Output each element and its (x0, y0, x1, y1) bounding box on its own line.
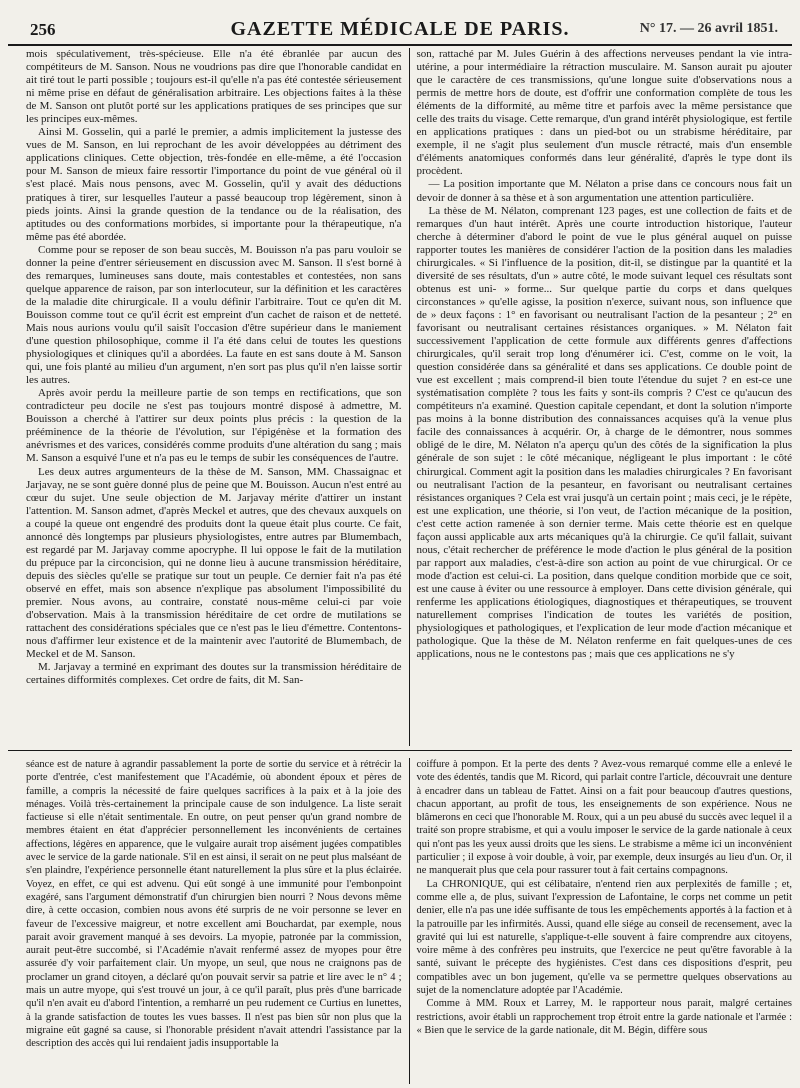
paragraph: séance est de nature à agrandir passablement la porte de sortie du service et à rétrécir la porte d'entrée, c'est manifestement que l'Académie, où abondent époux et pères de famille, a compris la nécessité de faire quelques sacrifices à la paix et à la joie des ménages. Voilà très-certainement la principale cause de son indulgence. La liste serait factieuse si elle n'était sentimentale. En outre, on peut penser qu'un grand nombre de membres étaient en état d'apprécier personnellement les inconvénients de certaines affections, légères en apparence, que le vulgaire aurait trop aisément jugées compatibles avec le service de la garde nationale. S'il en est ainsi, il serait on ne peut plus malséant de s'en plaindre, l'expérience personnelle étant naturellement la plus sûre et la plus éclairée. Voyez, en effet, ce qui est advenu. Qui eût songé à une immunité pour l'embonpoint exagéré, sans l'argument démonstratif d'un chirurgien bien nourri ? Nous devons même dire, à cette occasion, combien nous avons été surpris de ne voir personne se lever en faveur de l'excessive maigreur, et notre excellent ami Bouchardat, par exemple, nous parait avoir gravement manqué à ses devoirs. La myopie, patronée par la commission, aurait peut-être succombé, si l'Académie n'avait renfermé assez de myopes pour être assurée d'y voir parfaitement clair. Un myope, un seul, que nous ne craignons pas de proclamer un grand citoyen, a déclaré qu'on pouvait servir sa patrie et lire avec le n° 4 ; mais un autre myope, qui s'est trouvé un jour, à ce qu'il paraît, plus près d'une barricade qu'il n'en avait eu d'abord l'intention, a remharré un peu rudement ce Curtius en lunettes, à la grande satisfaction de toutes les vues basses. Il n'est pas bien sûr non plus que la migraine eût gagné sa cause, si l'honorable président n'avait attendri l'assistance par la description des accès qui lui rendaient jadis insupportable la (26, 759, 402, 1050)
feuilleton-body (26, 758, 792, 1084)
paragraph: M. Jarjavay a terminé en exprimant des doutes sur la transmission héréditaire de certaines difformités complexes. Cet ordre de faits, dit M. San- (26, 661, 402, 687)
feuilleton-left-column (26, 758, 409, 1084)
right-column (409, 48, 793, 746)
section-divider (8, 750, 792, 751)
paragraph: La CHRONIQUE, qui est célibataire, n'entend rien aux perplexités de famille ; et, comme elle a, de plus, suivant l'expression de Lafontaine, le corps net comme un petit denier, elle n'a pas une idée suffisante de tous les empêchements apportés à la faction et à la patrouille par les infirmités. Aussi, quand elle siége au conseil de recensement, avec la gravité qui lui est naturelle, s'applique-t-elle souvent à faire comprendre aux citoyens, voire même à des confrères peu instruits, que l'exercice ne peut qu'être favorable à la santé, suivant le précepte des hygiénistes. C'est dans ces dispositions d'esprit, peu compatibles avec un bon jugement, qu'elle va se permettre quelques observations au sujet de la nomenclature adoptée par l'Académie. (416, 878, 792, 997)
paragraph: Les deux autres argumenteurs de la thèse de M. Sanson, MM. Chassaignac et Jarjavay, ne se sont guère donné plus de peine que M. Bouisson. Aucun n'est entré au cœur du sujet. Une seule objection de M. Jarjavay mérite d'attirer un instant l'attention. M. Sanson admet, d'après Meckel et autres, que des chevaux auxquels on a coupé la queue ont engendré des produits dont la queue était plus courte. Ce fait, annoncé dès longtemps par plusieurs physiologistes, entre autres par Blumembach, est regardé par M. Jarjavay comme apocryphe. Il lui oppose le fait de la mutilation du prépuce par la circoncision, qui ne donne lieu à aucune transmission héréditaire, depuis des siècles qu'elle se pratique sur tout un peuple. Ce dernier fait n'a pas été observé en effet, mais son absence n'explique pas absolument l'impossibilité du premier. Nous avons, au contraire, constaté nous-même celui-ci par voie d'observation. Mais à la transmission héréditaire de cet ordre de mutilations se rattachent des considérations spéciales que ce n'est pas le lieu d'émettre. Contentons-nous d'affirmer leur existence et de la maintenir avec l'autorité de Blumembach, de Meckel et de M. Sanson. (26, 465, 402, 661)
paragraph: son, rattaché par M. Jules Guérin à des affections nerveuses pendant la vie intra-utérine, a pour intermédiaire la rétraction musculaire. M. Sanson aurait pu ajouter que le caractère de ces transmissions, qu'une longue suite d'observations nous a permis de mettre hors de doute, est d'offrir une conformation complète de tous les éléments de la difformité, au même titre et parfois avec la même persistance que celle des traits du visage. Cette remarque, d'un grand intérêt physiologique, est fertile en applications pratiques : dans un pied-bot ou un strabisme héréditaire, par exemple, il ne s'agit plus seulement d'un muscle rétracté, mais d'un ensemble d'éléments anatomiques conformés dans leur généralité, d'après le type dont ils procèdent. (416, 48, 792, 178)
left-column (26, 48, 409, 746)
page-number: 256 (30, 20, 56, 39)
feuilleton-right-column (409, 758, 793, 1084)
journal-title: GAZETTE MÉDICALE DE PARIS. (230, 18, 570, 40)
page-header (8, 8, 792, 46)
article-body-top (26, 48, 792, 746)
paragraph: Après avoir perdu la meilleure partie de son temps en rectifications, que son contradicteur peu docile ne s'est pas toujours montré disposé à admettre, M. Bouisson a cherché à l'attirer sur deux points plus précis : la question de la prééminence de la théorie de l'évolution, sur l'épigénèse et la formation des anévrismes et des varices, considérés comme produits d'une altération du sang ; mais M. Sanson a esquivé l'une et n'a pas eu le temps de subir les conséquences de l'autre. (26, 387, 402, 465)
paragraph: — La position importante que M. Nélaton a prise dans ce concours nous fait un devoir de donner à sa thèse et à son argumentation une attention particulière. (416, 178, 792, 204)
paragraph: La thèse de M. Nélaton, comprenant 123 pages, est une collection de faits et de remarques d'un haut intérêt. Après une courte introduction historique, l'auteur cherche à déterminer d'abord le point de vue le plus général auquel on puisse rapporter toutes les manières de considérer l'action de la position dans les maladies chirurgicales. « Si l'influence de la position, dit-il, se distingue par la quantité et la diversité de ses résultats, d'un » autre côté, le mode suivant lequel ces résultats sont obtenus est uni- » forme... Sur quelque partie du corps et dans quelques circonstances » qu'elle agisse, la position n'exerce, suivant nous, son influence que de » deux façons : 1° en favorisant ou neutralisant l'action de la pesanteur ; 2° en favorisant ou neutralisant certaines résistances organiques. » M. Nélaton fait successivement l'application de cette formule aux différents genres d'affections chirurgicales, qu'il serait trop long d'énumérer ici. C'est, comme on le voit, la question considérée dans sa généralité et dans ses applications. Ce double point de vue est excellent ; mais comprend-il bien toute l'étendue du sujet ? en est-ce une systématisation complète ? tous les faits y sont-ils compris ? C'est ce qu'aucun des compétiteurs n'a examiné. Question capitale cependant, et dont la solution n'importe pas moins à la bonne distribution des connaissances acquises qu'à la venue plus facile des connaissances à acquérir. Or, à charge de le démontrer, nous sommes obligé de le dire, M. Nélaton n'a aperçu qu'un des côtés de la signification la plus générale de son sujet : le côté mécanique, négligeant le plus important : le côté chirurgical. Comment agit la position dans les maladies chirurgicales ? En favorisant ou neutralisant l'action de la pesanteur, en favorisant ou neutralisant certaines résistances organiques ? Cela est vrai jusqu'à un certain point ; mais ceci, je le répète, est une explication, une théorie, si l'on veut, de l'action mécanique de la position, c'est cette action ramenée à son dernier terme. Mais cette théorie est en quelque façon aussi applicable aux arts mécaniques qu'à la chirurgie. Ce qu'il fallait, suivant nous, c'était rechercher de préférence le mode d'action le plus général de la position par rapport aux maladies, c'est-à-dire son action au point de vue chirurgical. Or ce mode d'action est celui-ci. La position, dans quelque condition morbide que ce soit, est une cause à éviter ou une ressource à employer. Dans cette division générale, qui renferme les applications étiologiques, diagnostiques et thérapeutiques, se trouvent naturellement comprises l'indication de toutes les variétés de position, physiologiques et pathologiques, et l'explication de leur mode d'action mécanique et pathologique. Que la thèse de M. Nélaton renferme en fait quelques-unes de ces applications, nous ne le contestons pas ; mais que ces applications ne s'y (416, 204, 792, 661)
paragraph: coiffure à pompon. Et la perte des dents ? Avez-vous remarqué comme elle a enlevé le vote des édentés, tandis que M. Ricord, qui parlait contre l'article, découvrait une denture à encadrer dans un tableau de Fattet. Ainsi on a fait pour beaucoup d'autres questions, chacun apportant, au profit de tous, les enseignements de son expérience. Nous ne blâmerons en ceci que l'honorable M. Roux, qui a un peu abusé du succès avec lequel il a traité son propre strabisme, et qui a voulu imposer le service de la garde nationale à ceux qui n'ont pas les yeux aussi droits que les siens. Le strabisme a même ici un inconvénient particulier ; il expose à voir double, à voir, par exemple, deux insurgés au lieu d'un. Or, il ne manquerait plus que cela pour rassurer tout à fait certains compagnons. (416, 759, 792, 877)
paragraph: Comme à MM. Roux et Larrey, M. le rapporteur nous parait, malgré certaines restrictions, avoir établi un rapprochement trop étroit entre la garde nationale et l'armée : « Bien que le service de la garde nationale, dit M. Bégin, diffère sous (416, 998, 792, 1036)
paragraph: Ainsi M. Gosselin, qui a parlé le premier, a admis implicitement la justesse des vues de M. Sanson, en lui reprochant de les avoir développées au détriment des applications cliniques. Cette objection, très-fondée en elle-même, a été l'occasion pour M. Sanson de mieux faire ressortir l'importance du point de vue général où il s'est placé. Mais nous pensons, avec M. Gosselin, qu'il y avait des déductions pratiques à tirer, sur lesquelles l'auteur a passé beaucoup trop légèrement, sinon à pieds joints. Ainsi la grande question de la tendance ou de la réalisation, des aptitudes ou des conformations morbides, si importante pour la thérapeutique, n'a même pas été abordée. (26, 126, 402, 243)
paragraph: mois spéculativement, très-spécieuse. Elle n'a été ébranlée par aucun des compétiteurs de M. Sanson. Nous ne voudrions pas dire que l'honorable candidat en ait tiré tout le parti possible ; toujours est-il qu'elle n'a pas été contestée sérieusement ni même prise en défaut de généralisation arbitraire. Les objections faites à la thèse de M. Sanson ont plutôt porté sur les applications pratiques de ses principes que sur les principes eux-mêmes. (26, 48, 402, 126)
paragraph: Comme pour se reposer de son beau succès, M. Bouisson n'a pas paru vouloir se donner la peine d'entrer sérieusement en discussion avec M. Sanson. Il s'est borné à des remarques, lumineuses sans doute, mais contestables et contestées, non sans quelque apparence de raison, par son interlocuteur, sur la définition et les caractères de la maladie dite chirurgicale. Il a voulu définir l'arbitraire. Tout ce qu'en dit M. Bouisson comme tout ce qu'il écrit est empreint d'un cachet de raison et de netteté. Mais nous aurions voulu qu'il saisît l'occasion d'être supérieur dans le maniement d'une question philosophique, comme il l'a été dans celui de toutes les questions physiologiques et cliniques qu'il a abordées. La faute en est sans doute à M. Sanson qui, une fois planté au milieu d'un argument, n'en sort pas plus qu'il n'en laisse sortir les autres. (26, 243, 402, 387)
issue-date: N° 17. — 26 avril 1851. (639, 21, 778, 36)
